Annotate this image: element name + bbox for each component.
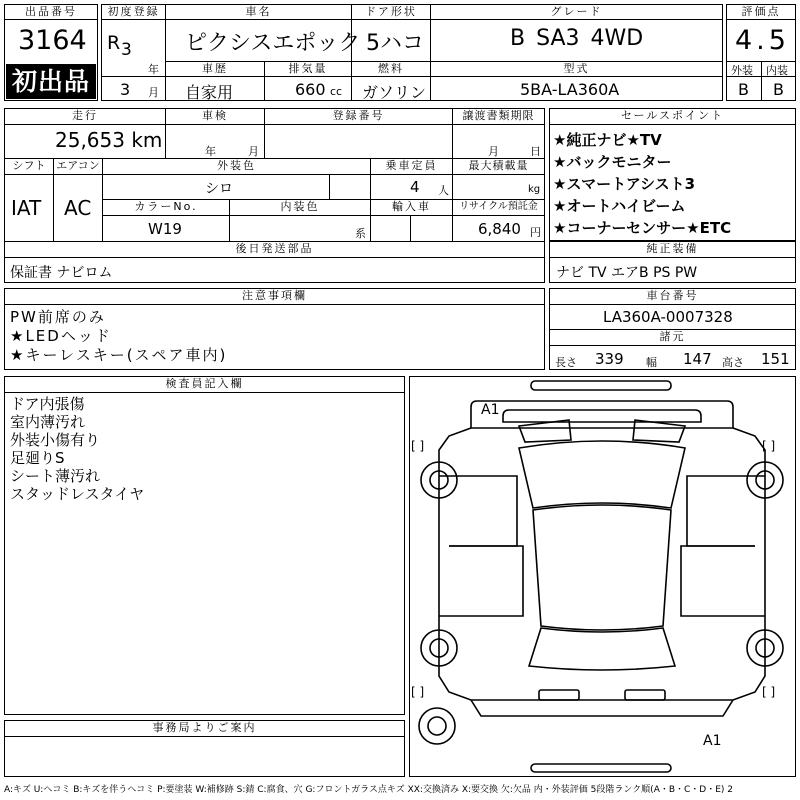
note-line: ★LEDヘッド	[10, 327, 112, 345]
left-door-front	[449, 476, 517, 546]
score-value: 4.5	[735, 25, 790, 56]
right-door-front	[687, 476, 755, 546]
damage-mark-front: A1	[481, 402, 500, 418]
ext-color-label: 外装色	[102, 158, 371, 175]
ac-label: エアコン	[53, 158, 103, 175]
later-parts-value: 保証書 ナビロム	[10, 265, 113, 281]
fuel-value: ガソリン	[362, 83, 427, 102]
spare-wheel-icon	[419, 708, 455, 744]
later-parts-label: 後日発送部品	[4, 241, 545, 258]
int-value: B	[773, 80, 784, 99]
score-label: 評価点	[726, 4, 796, 20]
left-door-rear	[449, 546, 523, 616]
chassis-label: 車台番号	[549, 288, 796, 305]
inspector-line: ドア内張傷	[10, 395, 85, 413]
month-value: 3	[120, 80, 131, 99]
year-unit: 年	[148, 63, 159, 76]
inspector-line: スタッドレスタイヤ	[10, 485, 145, 503]
recycle-unit: 円	[530, 226, 541, 239]
mileage-value: 25,653 km	[55, 128, 163, 152]
front-grille	[503, 410, 701, 422]
model-value: 5BA-LA360A	[520, 80, 620, 99]
height-value: 151	[761, 350, 790, 368]
dims-label: 諸元	[549, 329, 796, 346]
sales-point-item: ★バックモニター	[553, 153, 672, 171]
inspector-line: 足廻りS	[10, 449, 65, 467]
int-color-unit: 系	[355, 227, 366, 240]
windshield	[519, 441, 685, 508]
displacement-unit: cc	[330, 85, 343, 98]
roof	[533, 505, 671, 630]
transfer-label: 譲渡書類期限	[452, 108, 545, 125]
ac-value: AC	[64, 196, 92, 220]
recycle-label: リサイクル預託金	[452, 199, 545, 216]
history-label: 車歴	[165, 61, 265, 77]
load-label: 最大積載量	[452, 158, 545, 175]
mileage-label: 走行	[4, 108, 166, 125]
displacement-value: 660	[295, 80, 326, 99]
inspector-line: 外装小傷有り	[10, 431, 101, 449]
inspection-year: 年	[205, 145, 216, 158]
car-name: ピクシスエポック	[185, 31, 361, 56]
inspector-list	[10, 395, 144, 503]
capacity-unit: 人	[438, 184, 449, 197]
import-label: 輸入車	[370, 199, 453, 216]
grade-value: B SA3 4WD	[510, 26, 644, 51]
ext-color-value: シロ	[205, 181, 233, 197]
sales-points-list	[553, 129, 731, 239]
bracket-right-rear: [ ]	[762, 685, 776, 699]
int-label: 内装	[766, 64, 788, 77]
door-label: ドア形状	[351, 4, 431, 20]
width-value: 147	[683, 350, 712, 368]
damage-mark-rear: A1	[703, 733, 722, 749]
first-listing-badge	[6, 64, 96, 99]
capacity-value: 4	[410, 178, 420, 196]
era-year: 3	[121, 40, 132, 60]
sales-point-item: ★コーナーセンサー★ETC	[553, 219, 732, 237]
length-label: 長さ	[555, 356, 577, 369]
sales-point-item: ★オートハイビーム	[553, 197, 686, 215]
headlamp-right	[633, 420, 685, 442]
notes-list	[10, 308, 227, 365]
ext-label: 外装	[731, 64, 753, 77]
front-bumper	[471, 401, 733, 428]
int-color-label: 内装色	[229, 199, 371, 216]
inspector-label: 検査員記入欄	[4, 376, 405, 393]
first-listing-text: 初出品	[11, 67, 90, 96]
color-no-label: カラーNo.	[102, 199, 230, 216]
plate-label: 登録番号	[264, 108, 453, 125]
era-letter: R	[107, 32, 121, 54]
rear-bumper	[471, 700, 733, 716]
inspector-line: シート薄汚れ	[10, 467, 101, 485]
sales-point-item: ★スマートアシスト3	[553, 175, 696, 193]
bracket-left-front: [ ]	[411, 439, 425, 453]
ext-value: B	[738, 80, 749, 99]
chassis-value: LA360A-0007328	[603, 308, 733, 326]
sales-point-item: ★純正ナビ★TV	[553, 131, 662, 149]
transfer-month: 月	[488, 145, 499, 158]
sales-points-label: セールスポイント	[549, 108, 796, 125]
lot-label: 出品番号	[4, 4, 98, 20]
note-line: PW前席のみ	[10, 308, 106, 326]
car-diagram	[409, 376, 796, 777]
note-line: ★キーレスキー(スペア車内)	[10, 346, 228, 364]
color-no-value: W19	[148, 220, 182, 238]
inspection-month: 月	[248, 145, 259, 158]
legend-text: A:キズ U:ヘコミ B:キズを伴うヘコミ P:要塗装 W:補修跡 S:錆 C:腐食、穴 G:フロントガラス点キズ XX:交換済み X:要交換 欠:欠品 内・外装評価 5段階ランク順(A・B・C・D・E) 2	[4, 785, 734, 795]
bracket-right-front: [ ]	[762, 439, 776, 453]
model-label: 型式	[430, 61, 723, 77]
grade-label: グレード	[430, 4, 723, 20]
transfer-day: 日	[530, 145, 541, 158]
inspection-label: 車検	[165, 108, 265, 125]
length-value: 339	[595, 350, 624, 368]
notes-label: 注意事項欄	[4, 288, 545, 305]
equipment-value: ナビ TV エアB PS PW	[556, 265, 698, 281]
month-unit: 月	[148, 86, 159, 99]
equipment-label: 純正装備	[549, 241, 796, 258]
right-door-rear	[681, 546, 755, 616]
load-unit: kg	[528, 184, 541, 195]
shift-value: IAT	[11, 196, 42, 220]
door-value: 5ハコ	[366, 31, 424, 56]
recycle-value: 6,840	[478, 220, 521, 238]
rear-window	[529, 628, 675, 670]
bottom-bar	[531, 764, 671, 772]
height-label: 高さ	[722, 356, 744, 369]
displacement-label: 排気量	[264, 61, 352, 77]
lot-number: 3164	[18, 25, 87, 56]
rear-bar-2	[625, 690, 665, 700]
bracket-left-rear: [ ]	[411, 685, 425, 699]
first-reg-label: 初度登録	[101, 4, 166, 20]
rear-bar	[539, 690, 579, 700]
capacity-label: 乗車定員	[370, 158, 453, 175]
roof-bar	[531, 381, 671, 390]
office-label: 事務局よりご案内	[4, 720, 405, 737]
width-label: 幅	[646, 356, 657, 369]
shift-label: シフト	[4, 158, 54, 175]
body-outline	[439, 428, 765, 700]
history-value: 自家用	[185, 83, 234, 102]
headlamp-left	[519, 420, 571, 442]
fuel-label: 燃料	[351, 61, 431, 77]
inspector-line: 室内薄汚れ	[10, 413, 86, 431]
car-name-label: 車名	[165, 4, 352, 20]
